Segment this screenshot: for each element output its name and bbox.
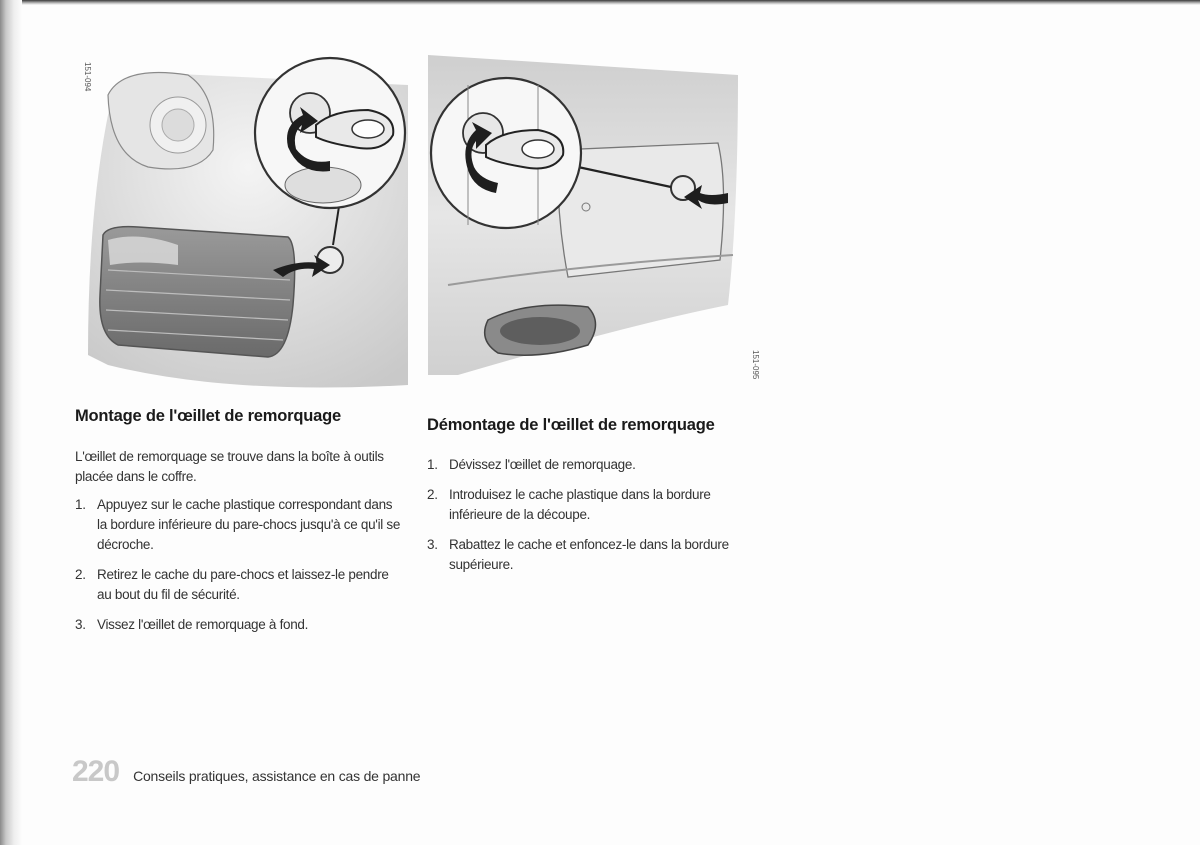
montage-step [75, 495, 405, 555]
montage-step [75, 615, 405, 635]
step-number: 3. [75, 617, 86, 632]
step-number: 1. [427, 457, 438, 472]
illustration-rear-bumper [428, 55, 758, 380]
rear-bumper-drawing [428, 55, 758, 380]
page-top-edge [22, 0, 1200, 5]
page-footer [72, 755, 420, 789]
step-number: 3. [427, 537, 438, 552]
page-number: 220 [72, 755, 120, 788]
step-text: Vissez l'œillet de remorquage à fond. [97, 617, 309, 632]
step-text: Dévissez l'œillet de remorquage. [449, 457, 636, 472]
montage-step [75, 565, 405, 605]
step-number: 1. [75, 497, 86, 512]
montage-instructions [75, 447, 405, 645]
demontage-step [427, 455, 757, 475]
montage-intro: L'œillet de remorquage se trouve dans la boîte à outils placée dans le coffre. [75, 449, 384, 484]
front-bumper-drawing [78, 55, 408, 395]
step-text: Retirez le cache du pare-chocs et laissez-le pendre au bout du fil de sécurité. [97, 567, 389, 602]
illustration-front-bumper [78, 55, 408, 395]
demontage-step [427, 535, 757, 575]
step-text: Rabattez le cache et enfoncez-le dans la bordure supérieure. [449, 537, 729, 572]
figure-code-left: 151-094 [83, 62, 92, 92]
footer-section-title: Conseils pratiques, assistance en cas de panne [133, 768, 421, 784]
step-number: 2. [427, 487, 438, 502]
montage-steps-list [75, 495, 405, 635]
figure-code-right: 151-095 [751, 350, 760, 380]
page-binding-edge [0, 0, 22, 845]
demontage-steps-list [427, 455, 757, 575]
step-text: Introduisez le cache plastique dans la bordure inférieure de la découpe. [449, 487, 711, 522]
demontage-step [427, 485, 757, 525]
section-heading-montage: Montage de l'œillet de remorquage [75, 407, 341, 425]
demontage-instructions [427, 455, 757, 585]
step-number: 2. [75, 567, 86, 582]
step-text: Appuyez sur le cache plastique correspondant dans la bordure inférieure du pare-chocs jusqu'à ce qu'il se décroche. [97, 497, 401, 552]
section-heading-demontage: Démontage de l'œillet de remorquage [427, 416, 715, 434]
